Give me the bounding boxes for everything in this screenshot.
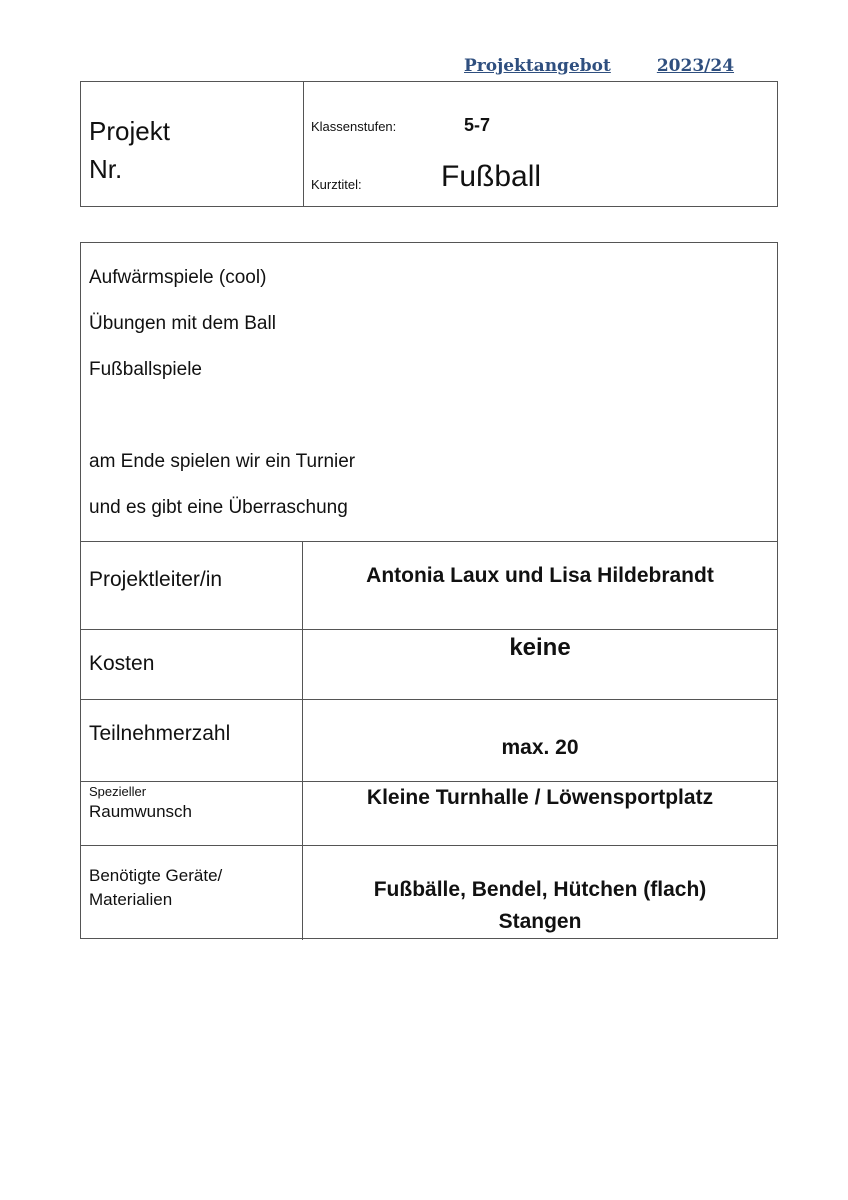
projektleiter-label: Projektleiter/in	[89, 568, 223, 591]
description-line: Aufwärmspiele (cool)	[89, 267, 267, 288]
description-line: am Ende spielen wir ein Turnier	[89, 451, 356, 472]
row-projektleiter	[81, 541, 777, 629]
row-materialien	[81, 845, 777, 940]
project-info-table	[80, 81, 778, 207]
kosten-label: Kosten	[89, 652, 155, 675]
nr-label: Nr.	[89, 154, 123, 184]
klassenstufen-value: 5-7	[464, 115, 491, 135]
description-line: und es gibt eine Überraschung	[89, 497, 348, 518]
row-label-cell	[81, 846, 303, 940]
materialien-value-line1: Fußbälle, Bendel, Hütchen (flach)	[373, 878, 707, 901]
project-number-label	[89, 112, 170, 188]
raumwunsch-label-small: Spezieller	[89, 784, 147, 799]
document-header	[464, 56, 734, 76]
kosten-value: keine	[509, 634, 571, 661]
raumwunsch-label: Raumwunsch	[89, 802, 192, 821]
row-kosten	[81, 629, 777, 699]
klassenstufen-label: Klassenstufen:	[311, 119, 397, 134]
kurztitel-value: Fußball	[441, 160, 542, 193]
project-details-table	[80, 242, 778, 939]
header-title: Projektangebot	[464, 56, 611, 76]
raumwunsch-value: Kleine Turnhalle / Löwensportplatz	[366, 786, 714, 809]
teilnehmerzahl-label: Teilnehmerzahl	[89, 722, 231, 745]
row-label-cell	[81, 630, 303, 699]
header-year: 2023/24	[656, 56, 735, 76]
teilnehmerzahl-value: max. 20	[501, 736, 579, 759]
materialien-label-line2: Materialien	[89, 890, 173, 909]
row-label-cell	[81, 542, 303, 629]
row-label-cell	[81, 700, 303, 781]
materialien-value-line2: Stangen	[498, 910, 582, 933]
description-line: Fußballspiele	[89, 359, 202, 380]
row-raumwunsch	[81, 781, 777, 845]
kurztitel-label: Kurztitel:	[311, 177, 362, 192]
materialien-label-line1: Benötigte Geräte/	[89, 866, 223, 885]
row-label-cell	[81, 782, 303, 845]
row-teilnehmerzahl	[81, 699, 777, 781]
description-line	[89, 401, 355, 447]
project-description	[89, 263, 355, 539]
description-line: Übungen mit dem Ball	[89, 313, 276, 334]
projektleiter-value: Antonia Laux und Lisa Hildebrandt	[366, 564, 714, 587]
project-number-cell	[81, 82, 304, 206]
projekt-label: Projekt	[89, 116, 170, 146]
